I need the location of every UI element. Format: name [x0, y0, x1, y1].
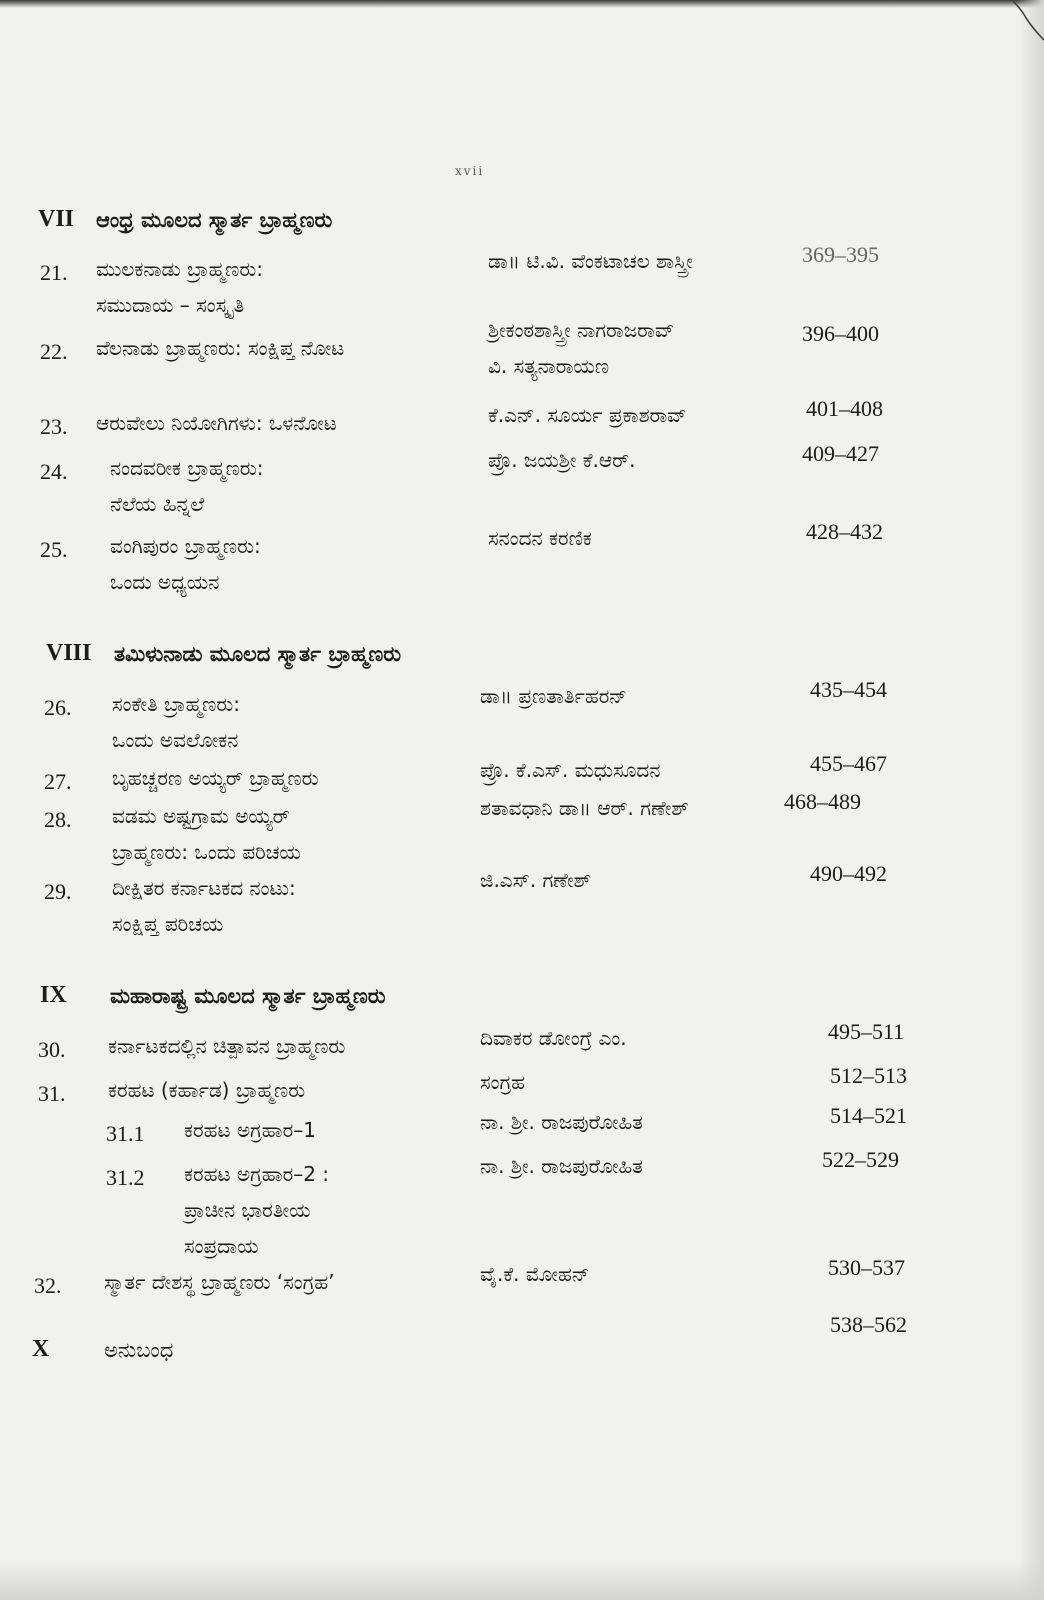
entry-title: ಕರಹಟ (ಕರ್ಹಾಡ) ಬ್ರಾಹ್ಮಣರು	[108, 1078, 306, 1102]
section-title: ಆಂಧ್ರ ಮೂಲದ ಸ್ಮಾರ್ತ ಬ್ರಾಹ್ಮಣರು	[96, 208, 333, 232]
entry-author: ಕೆ.ಎನ್. ಸೂರ್ಯ ಪ್ರಕಾಶರಾವ್	[488, 403, 687, 427]
entry-title: ಸಂಕೇತಿ ಬ್ರಾಹ್ಮಣರು: ಒಂದು ಅವಲೋಕನ	[112, 692, 241, 752]
entry-pages: 468–489	[784, 789, 861, 814]
entry-pages: 514–521	[830, 1103, 907, 1128]
entry-number: 31.	[38, 1081, 66, 1106]
entry-pages: 530–537	[828, 1255, 905, 1280]
entry-number: 31.1	[106, 1121, 145, 1146]
entry-title: ವೆಲನಾಡು ಬ್ರಾಹ್ಮಣರು: ಸಂಕ್ಷಿಪ್ತ ನೋಟ	[96, 336, 345, 360]
entry-pages: 428–432	[806, 519, 883, 544]
entry-author: ಶ್ರೀಕಂಠಶಾಸ್ತ್ರೀ ನಾಗರಾಜರಾವ್ ವಿ. ಸತ್ಯನಾರಾಯಣ	[488, 318, 675, 378]
entry-title: ಕರಹಟ ಅಗ್ರಹಾರ–2 : ಪ್ರಾಚೀನ ಭಾರತೀಯ ಸಂಪ್ರದಾಯ	[184, 1162, 330, 1258]
entry-author: ದಿವಾಕರ ಡೋಂಗ್ರೆ ಎಂ.	[480, 1026, 627, 1050]
entry-number: 32.	[34, 1273, 62, 1298]
page-corner-curl	[1008, 0, 1044, 44]
entry-pages: 401–408	[806, 396, 883, 421]
entry-author: ಸಂಗ್ರಹ	[480, 1070, 525, 1094]
entry-number: 22.	[40, 339, 68, 364]
entry-title: ದೀಕ್ಷಿತರ ಕರ್ನಾಟಕದ ನಂಟು: ಸಂಕ್ಷಿಪ್ತ ಪರಿಚಯ	[112, 876, 296, 936]
entry-number: 21.	[40, 260, 68, 285]
entry-author: ಡಾ॥ ಟಿ.ವಿ. ವೆಂಕಟಾಚಲ ಶಾಸ್ತ್ರೀ	[488, 249, 693, 273]
entry-author: ವೈ.ಕೆ. ಮೋಹನ್	[480, 1262, 590, 1286]
page-number: xvii	[455, 164, 485, 178]
entry-author: ಸನಂದನ ಕರಣಿಕ	[488, 526, 592, 550]
entry-author: ನಾ. ಶ್ರೀ. ರಾಜಪುರೋಹಿತ	[480, 1110, 643, 1134]
entry-title: ಸ್ಮಾರ್ತ ದೇಶಸ್ಥ ಬ್ರಾಹ್ಮಣರು ‘ಸಂಗ್ರಹ’	[104, 1270, 335, 1294]
entry-pages: 522–529	[822, 1147, 899, 1172]
page-top-shadow	[0, 0, 1044, 8]
entry-author: ನಾ. ಶ್ರೀ. ರಾಜಪುರೋಹಿತ	[480, 1154, 643, 1178]
entry-number: 28.	[44, 807, 72, 832]
section-title: ಅನುಬಂಧ	[104, 1338, 174, 1362]
entry-title: ವಡಮ ಅಷ್ಟಗ್ರಾಮ ಅಯ್ಯರ್ ಬ್ರಾಹ್ಮಣರು: ಒಂದು ಪರಿಚಯ	[112, 804, 301, 864]
section-title: ಮಹಾರಾಷ್ಟ್ರ ಮೂಲದ ಸ್ಮಾರ್ತ ಬ್ರಾಹ್ಮಣರು	[110, 984, 386, 1008]
entry-number: 26.	[44, 695, 72, 720]
entry-pages: 409–427	[802, 441, 879, 466]
entry-pages: 369–395	[802, 242, 879, 267]
entry-author: ಪ್ರೊ. ಜಯಶ್ರೀ ಕೆ.ಆರ್.	[488, 448, 636, 472]
entry-title: ಕರ್ನಾಟಕದಲ್ಲಿನ ಚಿತ್ಪಾವನ ಬ್ರಾಹ್ಮಣರು	[108, 1034, 346, 1058]
entry-number: 23.	[40, 414, 68, 439]
entry-pages: 435–454	[810, 677, 887, 702]
entry-pages: 495–511	[828, 1019, 905, 1044]
entry-pages: 396–400	[802, 321, 879, 346]
page-bottom-shadow	[0, 1560, 1044, 1600]
page-edge-shadow	[1018, 0, 1044, 1600]
entry-number: 29.	[44, 879, 72, 904]
entry-title: ಕರಹಟ ಅಗ್ರಹಾರ–1	[184, 1118, 316, 1142]
entry-number: 27.	[44, 769, 72, 794]
entry-author: ಶತಾವಧಾನಿ ಡಾ॥ ಆರ್. ಗಣೇಶ್	[480, 796, 689, 820]
entry-author: ಜಿ.ಎಸ್. ಗಣೇಶ್	[480, 868, 592, 892]
entry-author: ಪ್ರೊ. ಕೆ.ಎಸ್. ಮಧುಸೂದನ	[480, 758, 661, 782]
section-roman: VII	[38, 206, 75, 232]
entry-pages: 512–513	[830, 1063, 907, 1088]
section-roman: VIII	[46, 640, 92, 666]
entry-number: 31.2	[106, 1165, 145, 1190]
entry-number: 24.	[40, 459, 68, 484]
entry-pages: 490–492	[810, 861, 887, 886]
entry-number: 30.	[38, 1037, 66, 1062]
entry-title: ನಂದವರೀಕ ಬ್ರಾಹ್ಮಣರು: ನೆಲೆಯ ಹಿನ್ನಲೆ	[110, 456, 264, 516]
entry-author: ಡಾ॥ ಪ್ರಣತಾರ್ತಿಹರನ್	[480, 684, 627, 708]
section-roman: IX	[40, 982, 67, 1008]
entry-title: ಆರುವೇಲು ನಿಯೋಗಿಗಳು: ಒಳನೋಟ	[96, 411, 337, 435]
entry-title: ವಂಗಿಪುರಂ ಬ್ರಾಹ್ಮಣರು: ಒಂದು ಅಧ್ಯಯನ	[110, 534, 261, 594]
entry-title: ಬೃಹಚ್ಚರಣ ಅಯ್ಯರ್ ಬ್ರಾಹ್ಮಣರು	[112, 766, 319, 790]
entry-number: 25.	[40, 537, 68, 562]
section-roman: X	[32, 1336, 50, 1362]
entry-pages: 538–562	[830, 1312, 907, 1337]
section-title: ತಮಿಳುನಾಡು ಮೂಲದ ಸ್ಮಾರ್ತ ಬ್ರಾಹ್ಮಣರು	[114, 642, 402, 666]
entry-pages: 455–467	[810, 751, 887, 776]
entry-title: ಮುಲಕನಾಡು ಬ್ರಾಹ್ಮಣರು: ಸಮುದಾಯ – ಸಂಸ್ಕೃತಿ	[96, 257, 264, 317]
